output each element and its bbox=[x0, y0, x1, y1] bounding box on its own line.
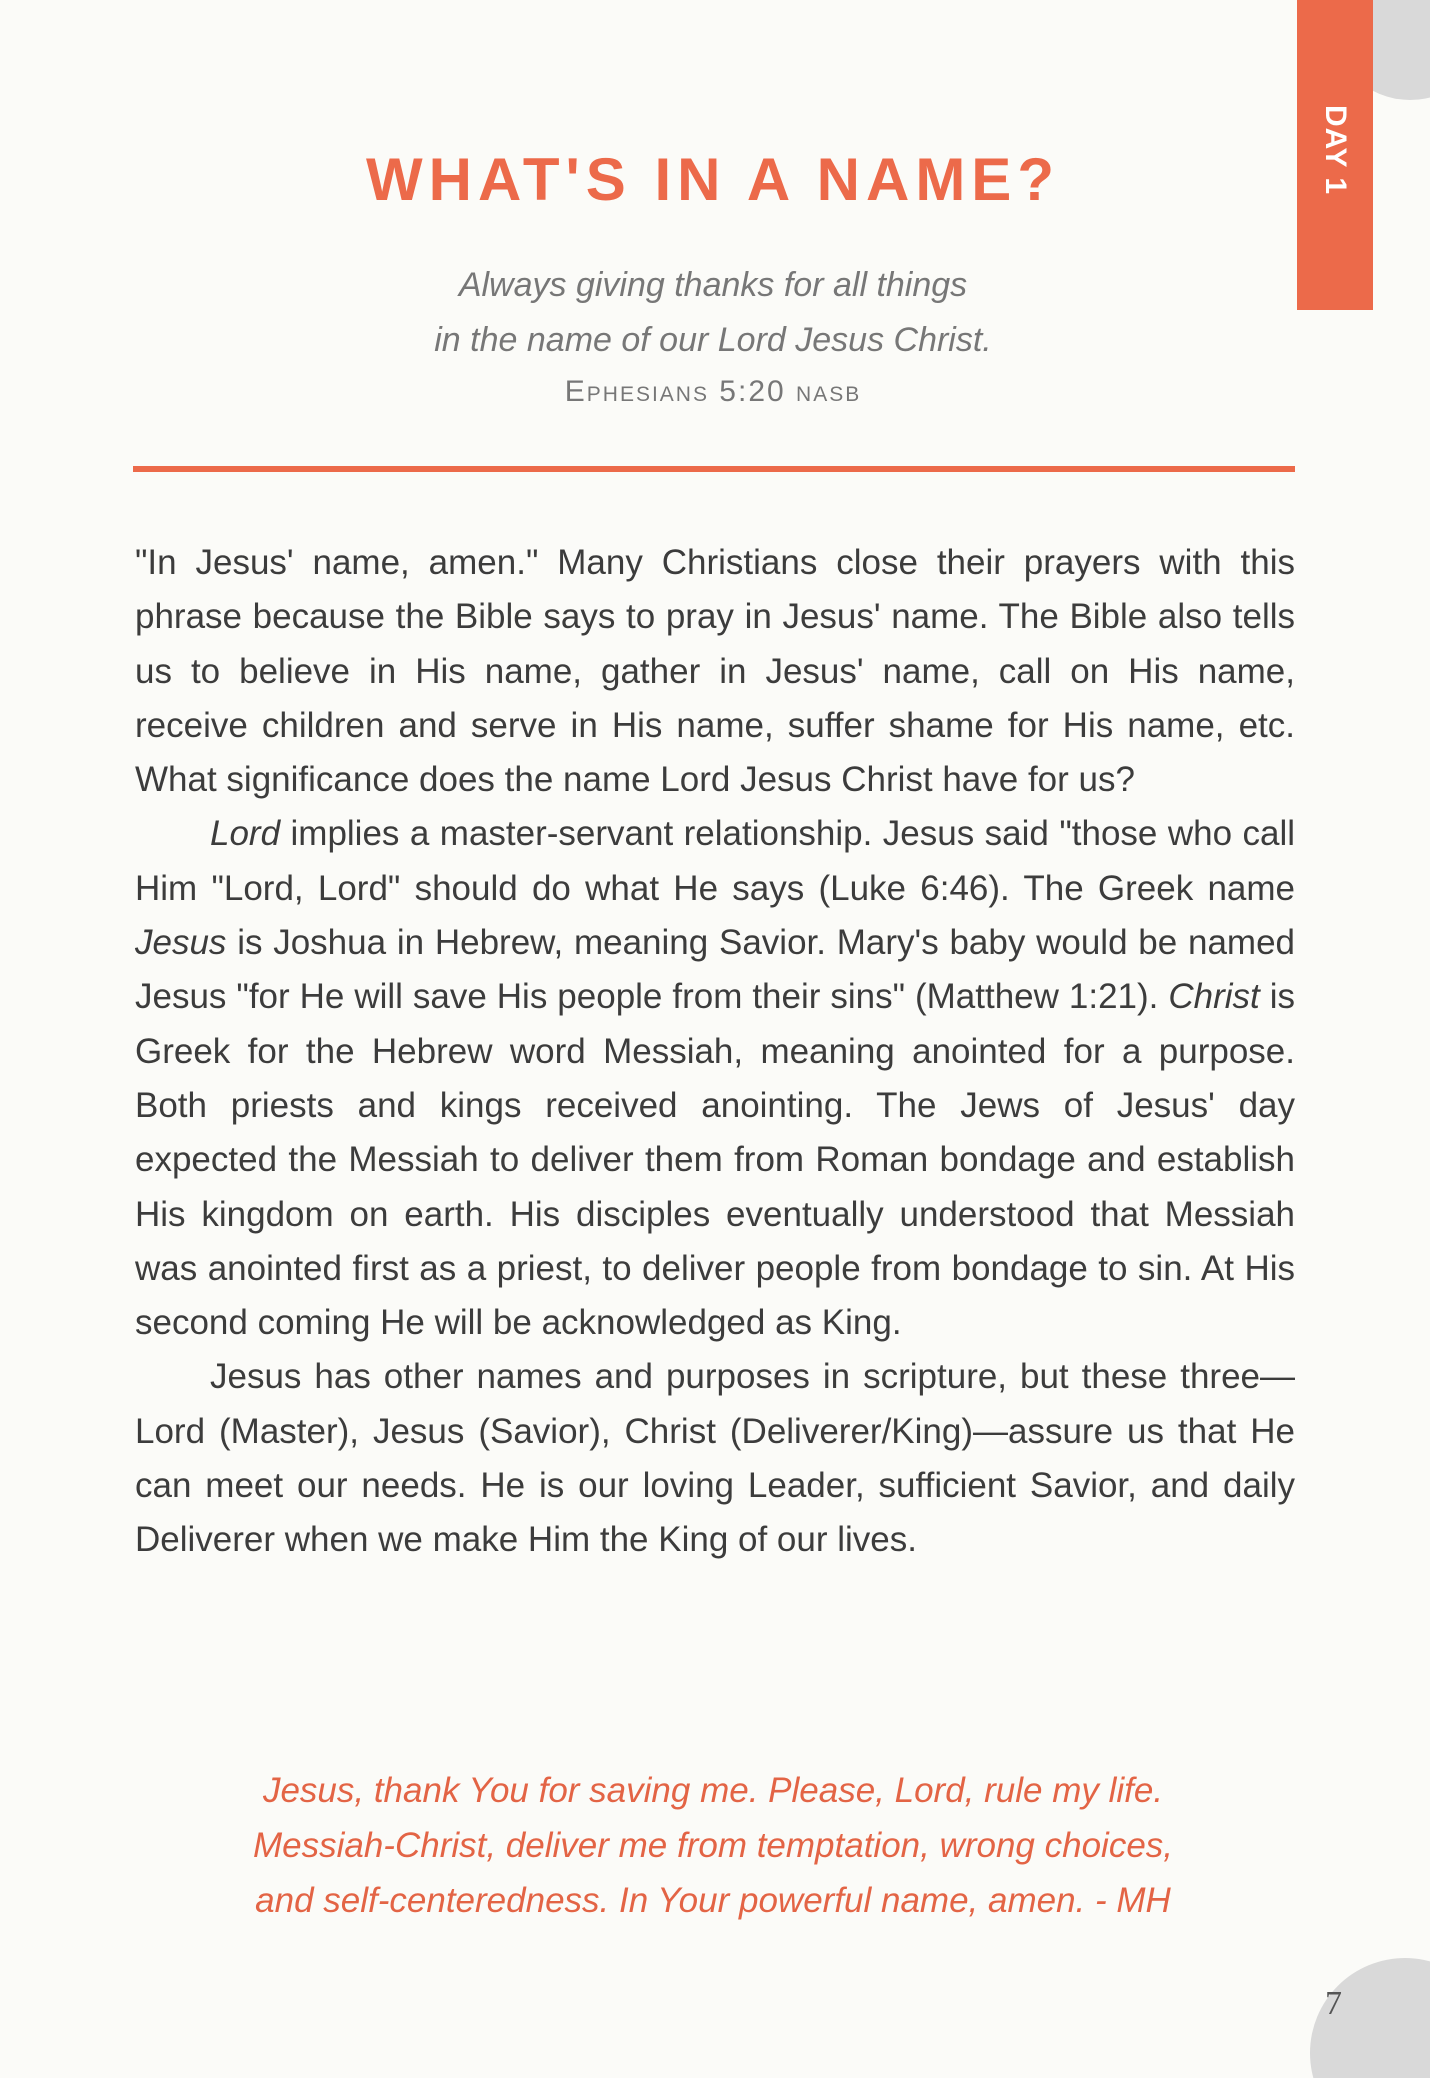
verse-line-1: Always giving thanks for all things bbox=[458, 266, 968, 304]
verse-line-2: in the name of our Lord Jesus Christ. bbox=[434, 321, 992, 359]
day-tab-label: DAY 1 bbox=[1319, 104, 1352, 196]
body-paragraph-2-part-c: is Greek for the Hebrew word Messiah, meaning anointed for a purpose. Both priests and kings received anointing. The Jews of Jesus' day expected the Messiah to deliver them from Roman bondage and establish His kingdom on earth. His disciples eventually understood that Messiah was anointed first as a priest, to deliver people from bondage to sin. At His second coming He will be acknowledged as King. bbox=[135, 977, 1295, 1343]
prayer-line-1: Jesus, thank You for saving me. Please, Lord, rule my life. bbox=[262, 1771, 1164, 1810]
body-paragraph-1: "In Jesus' name, amen." Many Christians close their prayers with this phrase because the Bible says to pray in Jesus' name. The Bible also tells us to believe in His name, gather in Jesus' name, call on His name, receive children and serve in His name, suffer shame for His name, etc. What significance does the name Lord Jesus Christ have for us? bbox=[135, 543, 1295, 800]
page-number: 7 bbox=[1325, 1985, 1342, 2022]
body-paragraph-2-part-b: is Joshua in Hebrew, meaning Savior. Mary's baby would be named Jesus "for He will save His people from their sins" (Matthew 1:21). bbox=[135, 923, 1295, 1017]
day-tab bbox=[1297, 0, 1373, 310]
page-title: WHAT'S IN A NAME? bbox=[366, 146, 1060, 213]
prayer-line-3: and self-centeredness. In Your powerful name, amen. - MH bbox=[255, 1881, 1171, 1920]
emphasis-christ: Christ bbox=[1168, 977, 1260, 1017]
body-paragraph-2-part-a: implies a master-servant relationship. Jesus said "those who call Him "Lord, Lord" should do what He says (Luke 6:46). The Greek name bbox=[135, 814, 1295, 908]
body-paragraph-2 bbox=[135, 807, 1295, 1350]
verse-reference: Ephesians 5:20 nasb bbox=[564, 375, 862, 408]
closing-prayer bbox=[133, 1763, 1293, 1928]
devotional-body bbox=[135, 536, 1295, 1568]
body-paragraph-3: Jesus has other names and purposes in scripture, but these three—Lord (Master), Jesus (Savior), Christ (Deliverer/King)—assure us that He can meet our needs. He is our loving Leader, sufficient Savior, and daily Deliverer when we make Him the King of our lives. bbox=[135, 1357, 1295, 1560]
emphasis-lord: Lord bbox=[210, 814, 281, 854]
scripture-verse bbox=[133, 258, 1293, 368]
prayer-line-2: Messiah-Christ, deliver me from temptation, wrong choices, bbox=[252, 1826, 1174, 1865]
emphasis-jesus: Jesus bbox=[135, 923, 227, 963]
divider-rule bbox=[133, 466, 1295, 472]
